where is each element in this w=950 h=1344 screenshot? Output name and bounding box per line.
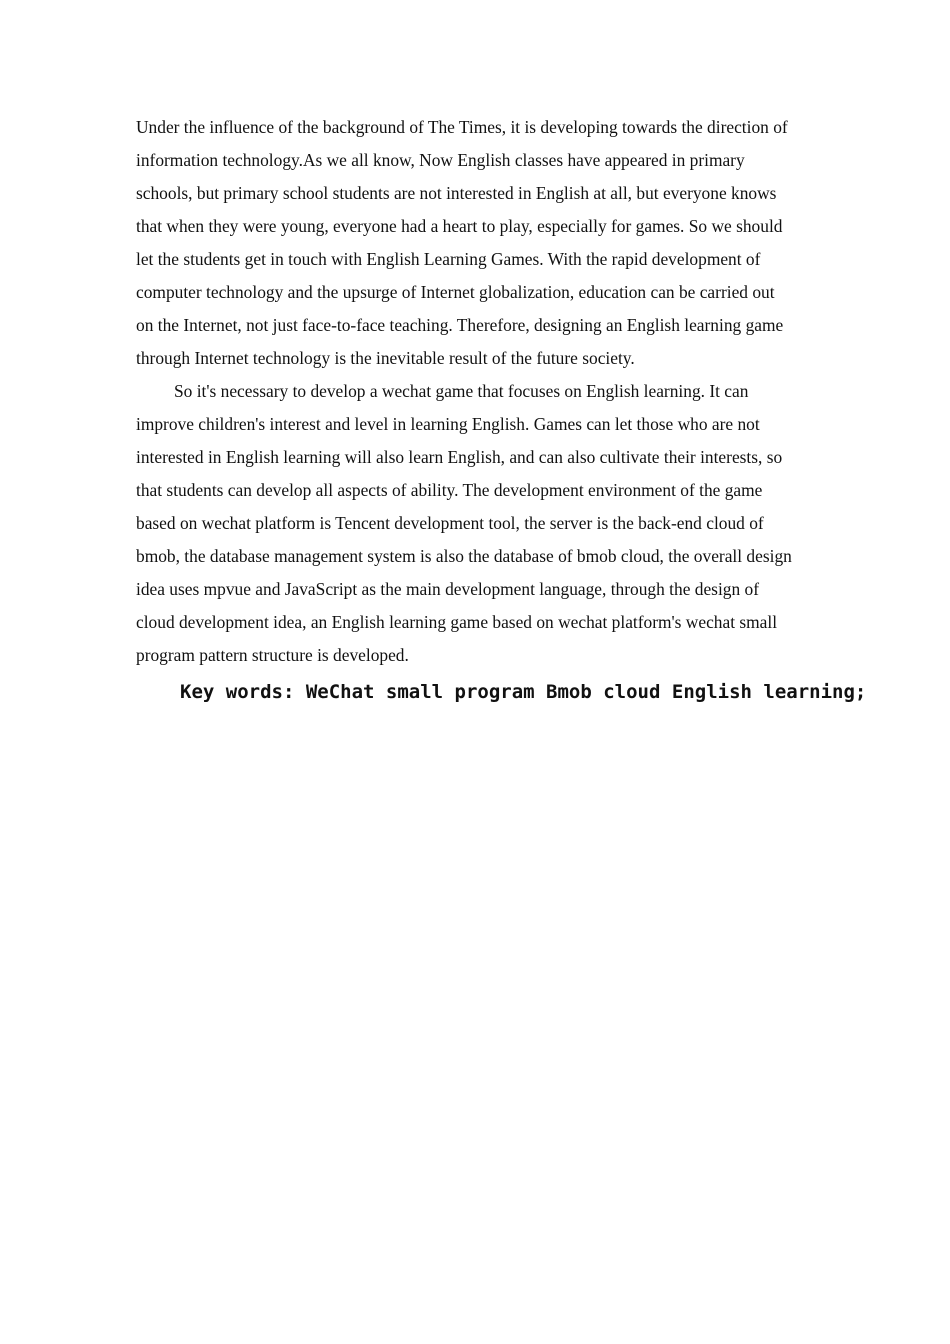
text-line: through Internet technology is the inevitable result of the future society. — [136, 348, 635, 368]
abstract-paragraph-2 — [136, 375, 862, 672]
text-line: let the students get in touch with English Learning Games. With the rapid development of — [136, 249, 761, 269]
text-line: that students can develop all aspects of ability. The development environment of the game — [136, 480, 763, 500]
text-line: bmob, the database management system is also the database of bmob cloud, the overall design — [136, 546, 792, 566]
text-line: information technology.As we all know, Now English classes have appeared in primary — [136, 150, 745, 170]
text-line: So it's necessary to develop a wechat game that focuses on English learning. It can — [174, 381, 749, 401]
text-line: schools, but primary school students are not interested in English at all, but everyone knows — [136, 183, 777, 203]
text-line: program pattern structure is developed. — [136, 645, 409, 665]
abstract-paragraph-1 — [136, 111, 862, 375]
abstract-body — [136, 111, 862, 672]
text-line: cloud development idea, an English learning game based on wechat platform's wechat small — [136, 612, 778, 632]
text-line: Under the influence of the background of The Times, it is developing towards the direction of — [136, 117, 788, 137]
text-line: on the Internet, not just face-to-face teaching. Therefore, designing an English learning game — [136, 315, 784, 335]
text-line: based on wechat platform is Tencent development tool, the server is the back-end cloud of — [136, 513, 764, 533]
text-line: computer technology and the upsurge of Internet globalization, education can be carried out — [136, 282, 775, 302]
text-line: idea uses mpvue and JavaScript as the main development language, through the design of — [136, 579, 759, 599]
text-line: interested in English learning will also learn English, and can also cultivate their interests, so — [136, 447, 783, 467]
keywords-line: Key words: WeChat small program Bmob cloud English learning; — [180, 681, 867, 703]
text-line: that when they were young, everyone had a heart to play, especially for games. So we should — [136, 216, 783, 236]
text-line: improve children's interest and level in learning English. Games can let those who are not — [136, 414, 760, 434]
